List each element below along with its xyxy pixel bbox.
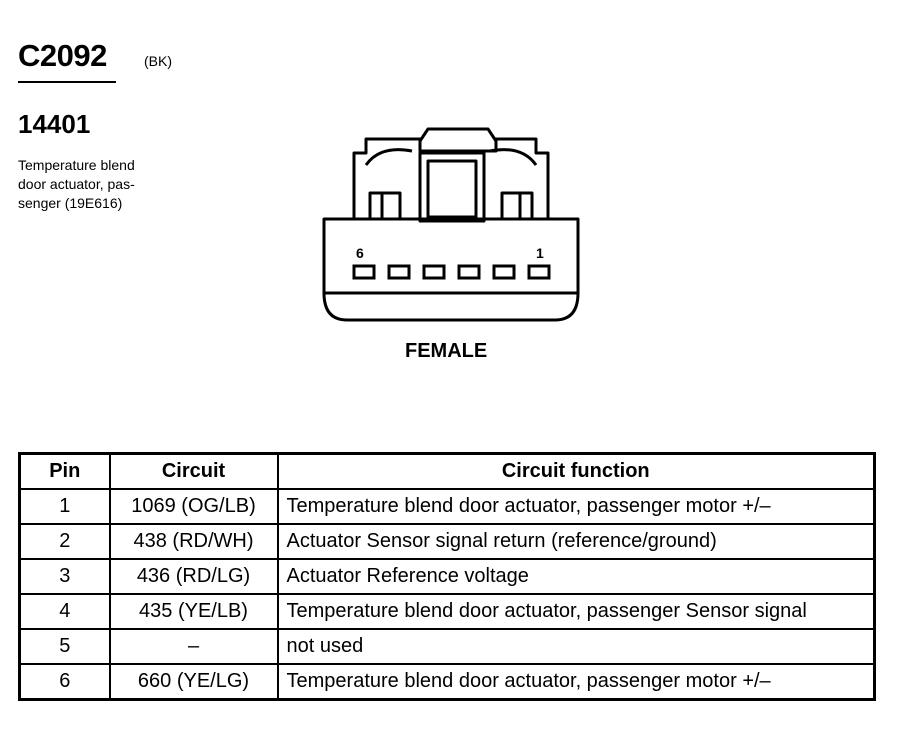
left-window bbox=[370, 193, 400, 219]
table-row bbox=[20, 664, 875, 700]
cell-pin: 3 bbox=[20, 559, 110, 594]
header-circuit-function: Circuit function bbox=[278, 454, 875, 490]
cell-function: Actuator Reference voltage bbox=[278, 559, 875, 594]
cell-circuit: – bbox=[110, 629, 278, 664]
connector-gender: FEMALE bbox=[405, 340, 488, 362]
terminal-cavity bbox=[494, 266, 514, 278]
table-row bbox=[20, 559, 875, 594]
left-clip bbox=[366, 150, 412, 165]
connector-face-diagram bbox=[320, 125, 582, 325]
cell-pin: 4 bbox=[20, 594, 110, 629]
part-number: 14401 bbox=[18, 109, 91, 139]
cell-circuit: 435 (YE/LB) bbox=[110, 594, 278, 629]
center-window bbox=[428, 161, 476, 217]
cell-circuit: 1069 (OG/LB) bbox=[110, 489, 278, 524]
cell-function: Actuator Sensor signal return (reference/ground) bbox=[278, 524, 875, 559]
cell-circuit: 438 (RD/WH) bbox=[110, 524, 278, 559]
terminal-cavity bbox=[424, 266, 444, 278]
cell-function: not used bbox=[278, 629, 875, 664]
cell-circuit: 660 (YE/LG) bbox=[110, 664, 278, 700]
cell-function: Temperature blend door actuator, passenger motor +/– bbox=[278, 664, 875, 700]
pinout-table bbox=[18, 452, 876, 701]
pin-label-6: 6 bbox=[356, 245, 364, 261]
table-row bbox=[20, 629, 875, 664]
connector-description: Temperature blend door actuator, pas- senger (19E616) bbox=[18, 157, 135, 211]
cell-pin: 2 bbox=[20, 524, 110, 559]
table-row bbox=[20, 594, 875, 629]
terminal-cavity bbox=[389, 266, 409, 278]
terminal-cavity bbox=[529, 266, 549, 278]
color-code: (BK) bbox=[144, 53, 172, 69]
housing-body bbox=[324, 219, 578, 320]
header-pin: Pin bbox=[20, 454, 110, 490]
header-circuit: Circuit bbox=[110, 454, 278, 490]
center-tab bbox=[420, 153, 484, 221]
latch-top bbox=[420, 129, 496, 141]
terminal-cavity bbox=[354, 266, 374, 278]
cell-function: Temperature blend door actuator, passenger motor +/– bbox=[278, 489, 875, 524]
table-row bbox=[20, 489, 875, 524]
pin-label-1: 1 bbox=[536, 245, 544, 261]
table-header-row bbox=[20, 454, 875, 490]
cell-pin: 6 bbox=[20, 664, 110, 700]
title-underline bbox=[18, 81, 116, 83]
table-row bbox=[20, 524, 875, 559]
cell-circuit: 436 (RD/LG) bbox=[110, 559, 278, 594]
cell-pin: 1 bbox=[20, 489, 110, 524]
right-window bbox=[502, 193, 532, 219]
cell-function: Temperature blend door actuator, passenger Sensor signal bbox=[278, 594, 875, 629]
connector-id: C2092 bbox=[18, 38, 107, 73]
cell-pin: 5 bbox=[20, 629, 110, 664]
terminal-cavity bbox=[459, 266, 479, 278]
